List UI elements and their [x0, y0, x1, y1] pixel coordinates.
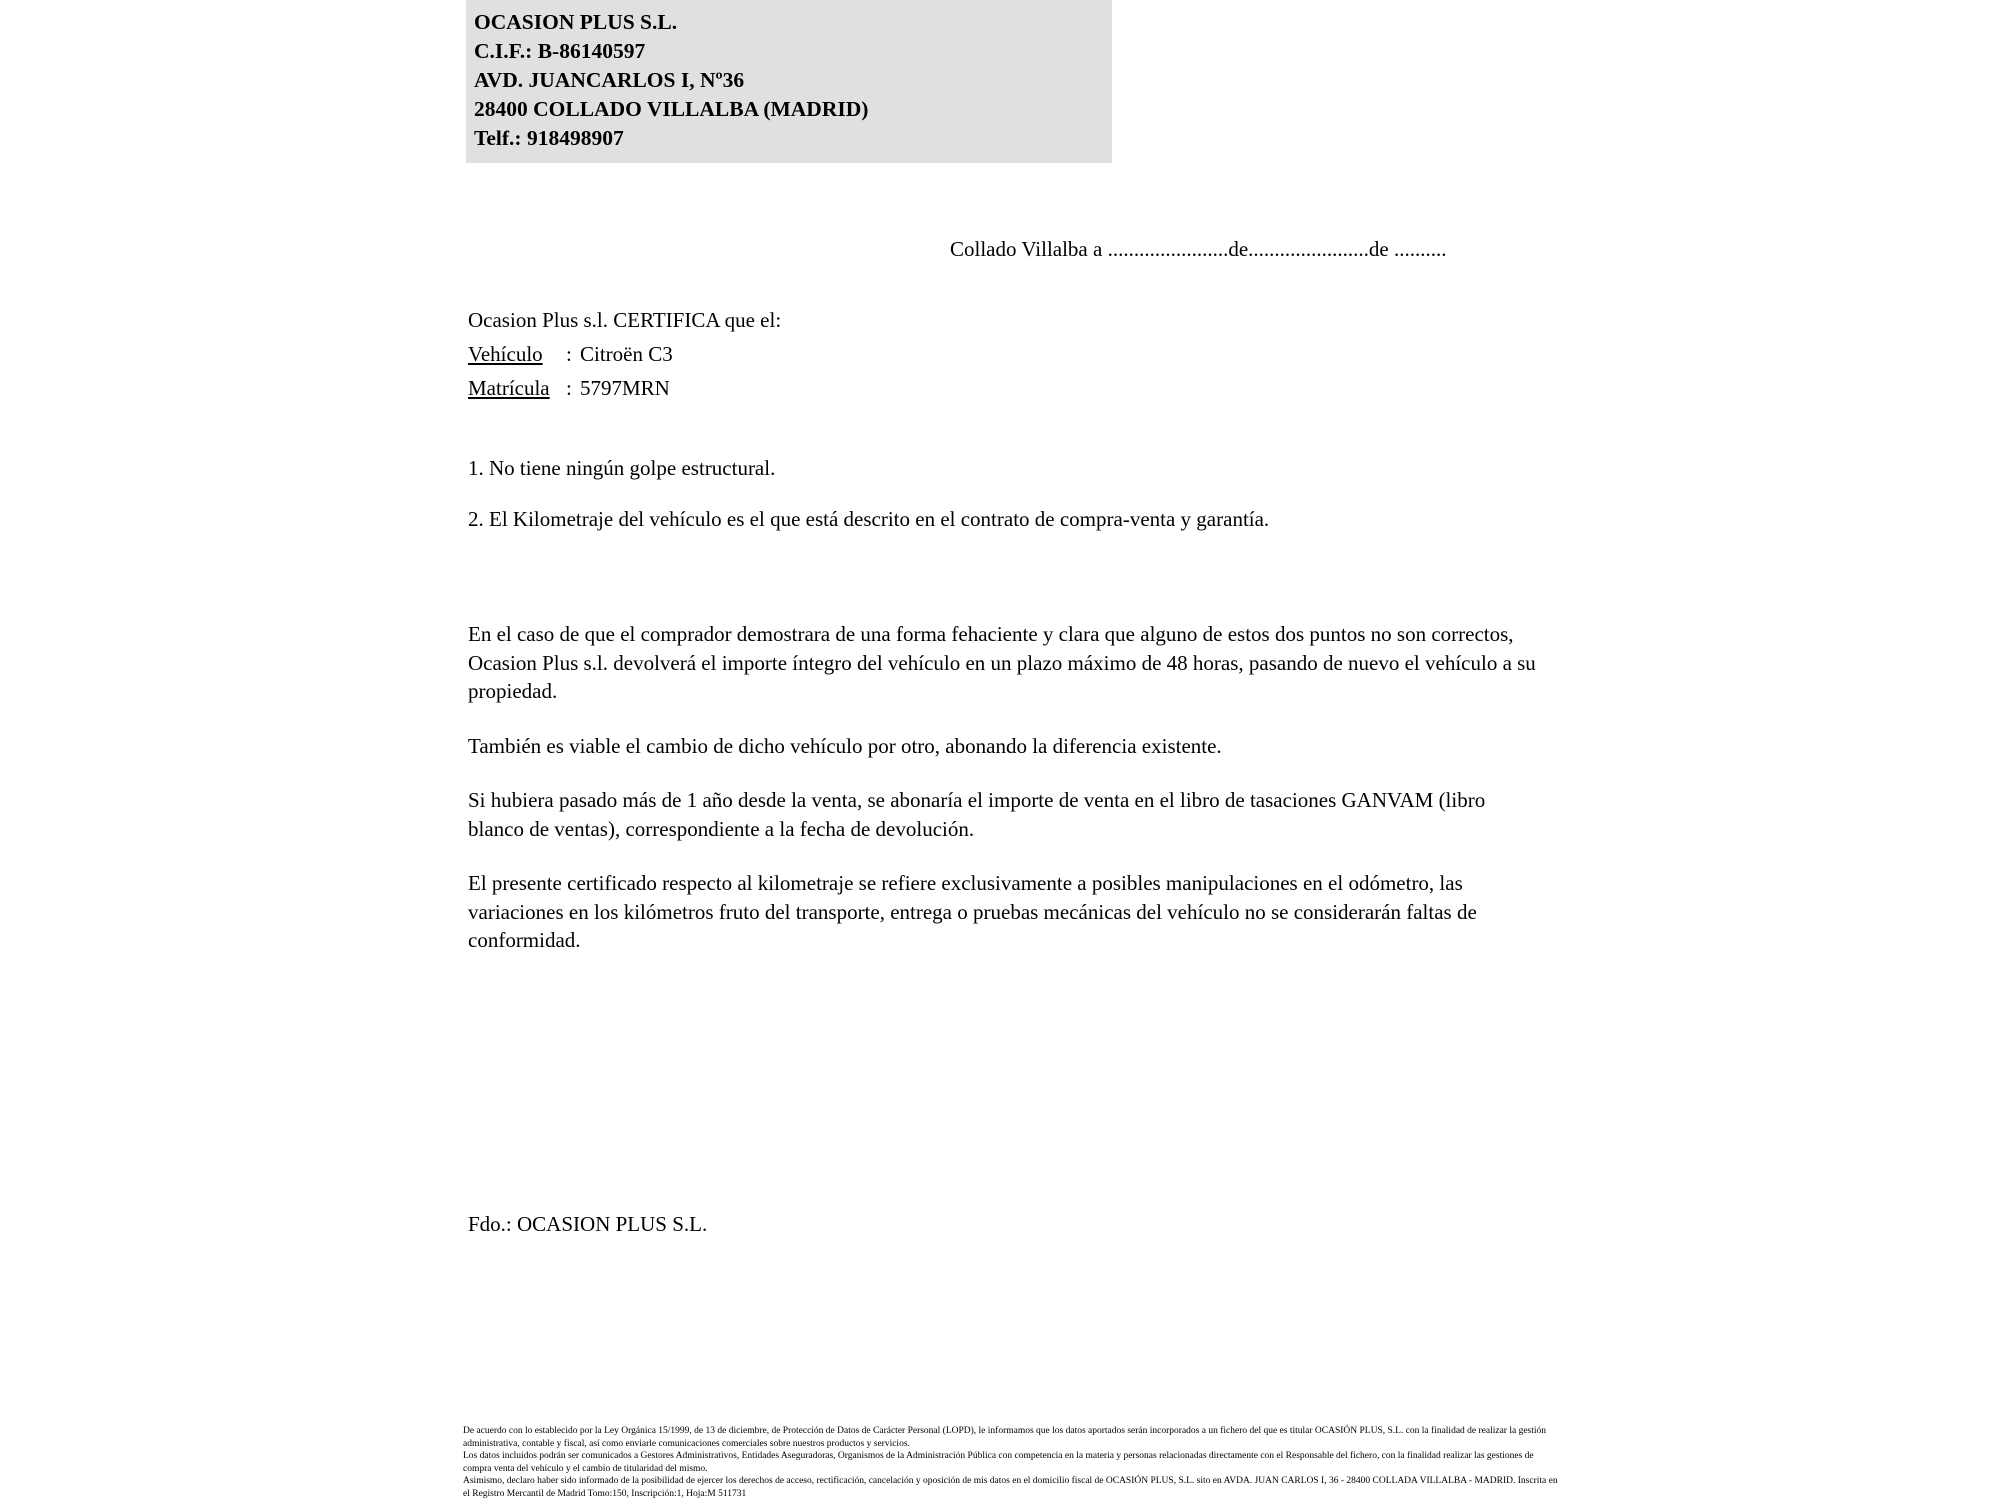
- letterhead-block: [466, 0, 1112, 163]
- letterhead-address: AVD. JUANCARLOS I, Nº36: [474, 68, 745, 92]
- legal-notice-paragraph-2: Los datos incluidos podrán ser comunicados a Gestores Administrativos, Entidades Aseguradoras, Organismos de la Administración Pública con competencia en la materia y personas relacionadas directamente con el Responsable del fichero, con la finalidad realizar las gestiones de compra venta del vehículo y el cambio de titularidad del mismo.: [463, 1451, 1534, 1474]
- certified-point-1: 1. No tiene ningún golpe estructural.: [468, 456, 776, 480]
- paragraph-odometer-scope: El presente certificado respecto al kilometraje se refiere exclusivamente a posibles manipulaciones en el odómetro, las variaciones en los kilómetros fruto del transporte, entrega o pruebas mecánicas del vehículo no se considerarán faltas de conformidad.: [468, 871, 1477, 952]
- certified-point-2: 2. El Kilometraje del vehículo es el que está descrito en el contrato de compra-venta y garantía.: [468, 507, 1270, 531]
- plate-field-separator: :: [566, 376, 572, 400]
- letterhead-phone: Telf.: 918498907: [474, 126, 624, 150]
- vehicle-field-label: Vehículo: [468, 342, 543, 366]
- legal-notice: [463, 1425, 1563, 1501]
- legal-notice-paragraph-1: De acuerdo con lo establecido por la Ley Orgánica 15/1999, de 13 de diciembre, de Protección de Datos de Carácter Personal (LOPD), le informamos que los datos aportados serán incorporados a un fichero del que es titular OCASIÓN PLUS, S.L. con la finalidad de realizar la gestión administrativa, contable y fiscal, así como enviarle comunicaciones comerciales sobre nuestros productos y servicios.: [463, 1426, 1547, 1449]
- vehicle-field-separator: :: [566, 342, 572, 366]
- paragraph-exchange-option: También es viable el cambio de dicho vehículo por otro, abonando la diferencia existente.: [468, 733, 1222, 758]
- certificate-intro: Ocasion Plus s.l. CERTIFICA que el:: [468, 308, 782, 332]
- legal-notice-paragraph-3: Asimismo, declaro haber sido informado de la posibilidad de ejercer los derechos de acceso, rectificación, cancelación y oposición de mis datos en el domicilio fiscal de OCASIÓN PLUS, S.L. sito en AVDA. JUAN CARLOS I, 36 - 28400 COLLADA VILLALBA - MADRID. Inscrita en el Registro Mercantil de Madrid Tomo:150, Inscripción:1, Hoja:M 511731: [463, 1476, 1558, 1499]
- date-line: Collado Villalba a .......................de.......................de ..........: [950, 237, 1447, 261]
- paragraph-ganvam-valuation: Si hubiera pasado más de 1 año desde la venta, se abonaría el importe de venta en el libro de tasaciones GANVAM (libro blanco de ventas), correspondiente a la fecha de devolución.: [468, 788, 1486, 841]
- letterhead-company-name: OCASION PLUS S.L.: [474, 10, 678, 34]
- body-paragraphs: [468, 620, 1538, 981]
- plate-field-label: Matrícula: [468, 376, 550, 400]
- certified-points-list: [468, 455, 1269, 557]
- plate-field-value: 5797MRN: [580, 376, 670, 400]
- letterhead-cif: C.I.F.: B-86140597: [474, 39, 646, 63]
- vehicle-field-row: [468, 337, 781, 371]
- plate-field-row: [468, 371, 781, 405]
- letterhead-city: 28400 COLLADO VILLALBA (MADRID): [474, 97, 869, 121]
- certificate-block: [468, 303, 781, 405]
- paragraph-refund-terms: En el caso de que el comprador demostrara de una forma fehaciente y clara que alguno de estos dos puntos no son correctos, Ocasion Plus s.l. devolverá el importe íntegro del vehículo en un plazo máximo de 48 horas, pasando de nuevo el vehículo a su propiedad.: [468, 622, 1536, 703]
- signature-line: Fdo.: OCASION PLUS S.L.: [468, 1212, 708, 1236]
- vehicle-field-value: Citroën C3: [580, 342, 673, 366]
